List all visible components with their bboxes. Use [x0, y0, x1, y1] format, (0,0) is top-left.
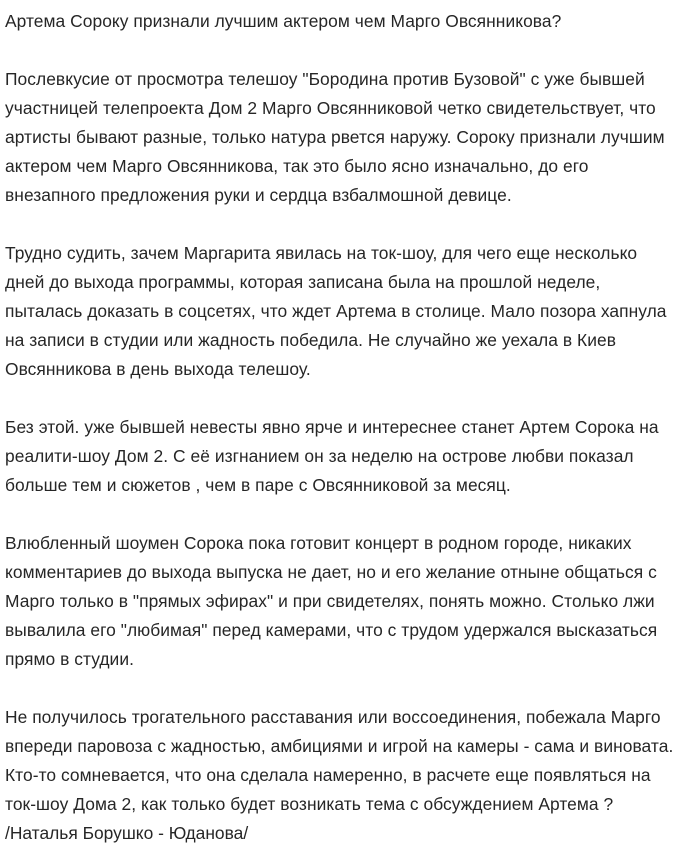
paragraph-spacer: [5, 384, 677, 413]
article-paragraph-3: Без этой. уже бывшей невесты явно ярче и интереснее станет Артем Сорока на реалити-шоу Дом 2. С её изгнанием он за неделю на острове любви показал больше тем и сюжетов , чем в паре с Овсянниковой за месяц.: [5, 417, 664, 495]
paragraph-spacer: [5, 500, 677, 529]
paragraph-spacer: [5, 210, 677, 239]
paragraph-spacer: [5, 674, 677, 703]
paragraph-spacer: [5, 36, 677, 65]
article-paragraph-4: Влюбленный шоумен Сорока пока готовит концерт в родном городе, никаких комментариев до выхода выпуска не дает, но и его желание отныне общаться с Марго только в "прямых эфирах" и при свидетелях, понять можно. Столько лжи вывалила его "любимая" перед камерами, что с трудом удержался высказаться прямо в студии.: [5, 533, 663, 669]
article-paragraph-1: Послевкусие от просмотра телешоу "Бородина против Бузовой" с уже бывшей участницей телепроекта Дом 2 Марго Овсянниковой четко свидетельствует, что артисты бывают разные, только натура рвется наружу. Сороку признали лучшим актером чем Марго Овсянникова, так это было ясно изначально, до его внезапного предложения руки и сердца взбалмошной девице.: [5, 69, 670, 205]
article-paragraph-5: Не получилось трогательного расставания или воссоединения, побежала Марго впереди паровоза с жадностью, амбициями и игрой на камеры - сама и виновата. Кто-то сомневается, что она сделала намеренно, в расчете еще появляться на ток-шоу Дома 2, как только будет возникать тема с обсуждением Артема ?: [5, 707, 679, 814]
article-signature: /Наталья Борушко - Юданова/: [5, 823, 249, 843]
article-paragraph-2: Трудно судить, зачем Маргарита явилась на ток-шоу, для чего еще несколько дней до выхода программы, которая записана была на прошлой неделе, пыталась доказать в соцсетях, что ждет Артема в столице. Мало позора хапнула на записи в студии или жадность победила. Не случайно же уехала в Киев Овсянникова в день выхода телешоу.: [5, 243, 672, 379]
article-body: [5, 0, 677, 848]
article-headline: Артема Сороку признали лучшим актером чем Марго Овсянникова?: [5, 11, 562, 31]
